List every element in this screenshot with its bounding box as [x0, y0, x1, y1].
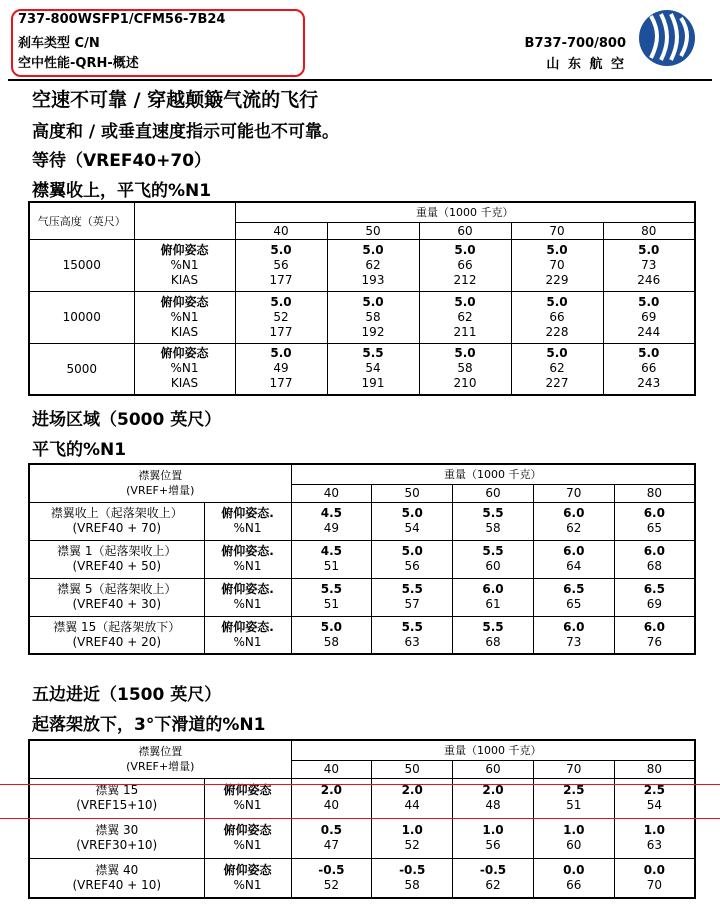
n1-value: 49 — [273, 361, 289, 376]
pitch-value: 1.0 — [401, 823, 423, 837]
flap-label: 襟翼 40 — [95, 862, 139, 877]
table-row — [29, 858, 695, 898]
n1-value: 57 — [404, 597, 420, 611]
n1-value: 63 — [404, 634, 420, 649]
n1-value: 62 — [566, 521, 582, 535]
pitch-value: 6.5 — [643, 582, 665, 596]
holding-table — [28, 201, 696, 396]
pitch-value: 6.0 — [643, 506, 665, 520]
brake-type: 刹车类型 C/N — [18, 36, 100, 51]
pitch-value: 5.5 — [401, 582, 423, 596]
kias-value: 246 — [637, 272, 661, 287]
section-title: 空中性能-QRH-概述 — [18, 56, 139, 71]
n1-value: 62 — [457, 309, 473, 324]
altitude-cell: 10000 — [29, 291, 134, 343]
flap-label: 襟翼 5（起落架收上） — [57, 582, 177, 596]
n1-value: 64 — [566, 559, 582, 573]
pitch-value: 5.0 — [362, 242, 384, 257]
kias-value: 243 — [637, 376, 661, 391]
heading-holding: 等待（VREF40+70） — [32, 151, 212, 171]
n1-label: %N1 — [233, 798, 262, 812]
pitch-value: 5.0 — [270, 346, 292, 361]
pitch-value: 5.0 — [401, 506, 423, 520]
pitch-value: 0.0 — [563, 862, 585, 877]
weight-col: 50 — [327, 222, 419, 239]
pitch-label: 俯仰姿态 — [223, 783, 272, 797]
pitch-label: 俯仰姿态 — [160, 242, 209, 257]
pitch-value: 6.0 — [482, 582, 504, 596]
n1-value: 51 — [323, 559, 340, 573]
n1-value: 65 — [566, 597, 582, 611]
vref-label: (VREF40 + 50) — [72, 559, 162, 573]
pitch-value: 1.0 — [563, 823, 585, 837]
n1-value: 69 — [646, 597, 662, 611]
n1-value: 62 — [485, 877, 501, 892]
pitch-value: 0.5 — [320, 823, 343, 837]
flap-header-label: 襟翼位置 — [138, 469, 183, 483]
pitch-value: -0.5 — [318, 862, 345, 877]
pitch-value: 5.0 — [362, 294, 384, 309]
pitch-value: 2.5 — [563, 783, 585, 797]
n1-value: 63 — [646, 838, 662, 852]
pitch-value: 6.0 — [563, 544, 585, 558]
table-row — [29, 343, 695, 395]
flap-label: 襟翼 1（起落架收上） — [57, 544, 177, 558]
pitch-label: 俯仰姿态 — [160, 294, 209, 309]
kias-value: 229 — [545, 272, 569, 287]
vref-label: (VREF40 + 70) — [72, 521, 162, 535]
weight-col: 70 — [533, 484, 614, 502]
n1-value: 69 — [641, 309, 657, 324]
header-rule — [8, 79, 712, 81]
pressure-altitude-header: 气压高度（英尺） — [29, 202, 134, 239]
pitch-value: 1.0 — [643, 823, 665, 837]
pitch-value: 6.0 — [563, 506, 585, 520]
heading-final-approach: 五边进近（1500 英尺） — [32, 685, 222, 705]
heading-unreliable-airspeed: 空速不可靠 / 穿越颠簸气流的飞行 — [32, 89, 319, 111]
kias-value: 228 — [545, 324, 569, 339]
table-row — [29, 291, 695, 343]
n1-value: 76 — [646, 634, 662, 649]
highlight-line-bottom — [0, 818, 720, 819]
n1-value: 56 — [485, 838, 501, 852]
pitch-value: 2.0 — [482, 783, 504, 797]
n1-value: 44 — [404, 798, 420, 812]
weight-col: 40 — [235, 222, 327, 239]
pitch-value: 5.5 — [482, 506, 504, 520]
n1-value: 73 — [641, 257, 657, 272]
n1-value: 56 — [404, 559, 420, 573]
weight-header: 重量（1000 千克） — [291, 740, 695, 760]
n1-value: 62 — [549, 361, 565, 376]
doc-model-code: 737-800WSFP1/CFM56-7B24 — [18, 12, 226, 27]
weight-col: 70 — [533, 760, 614, 778]
altitude-cell: 5000 — [29, 343, 134, 395]
pitch-value: 1.0 — [482, 823, 504, 837]
pitch-value: 2.0 — [401, 783, 423, 797]
kias-label: KIAS — [170, 376, 199, 391]
flap-label: 襟翼 15（起落架放下） — [53, 619, 181, 634]
pitch-label: 俯仰姿态. — [221, 582, 274, 596]
pitch-value: 0.0 — [643, 862, 665, 877]
n1-value: 58 — [404, 877, 420, 892]
pitch-label: 俯仰姿态 — [160, 346, 209, 361]
n1-value: 54 — [646, 798, 662, 812]
heading-final-approach-sub: 起落架放下，3°下滑道的%N1 — [32, 715, 266, 735]
n1-value: 56 — [273, 257, 289, 272]
n1-value: 70 — [646, 877, 662, 892]
airline-logo-icon — [637, 8, 697, 68]
pitch-value: -0.5 — [399, 862, 426, 877]
weight-header: 重量（1000 千克） — [291, 464, 695, 484]
pitch-value: 6.0 — [563, 619, 585, 634]
n1-value: 52 — [323, 877, 340, 892]
kias-value: 177 — [269, 324, 293, 339]
heading-approach-sub: 平飞的%N1 — [32, 440, 127, 460]
pitch-value: 5.5 — [482, 544, 504, 558]
pitch-label: 俯仰姿态 — [223, 823, 272, 837]
n1-value: 54 — [404, 521, 420, 535]
kias-value: 227 — [545, 376, 569, 391]
vref-label: (VREF40 + 30) — [72, 597, 162, 611]
n1-value: 58 — [485, 521, 501, 535]
weight-col: 60 — [453, 484, 534, 502]
vref-label: (VREF30+10) — [76, 838, 158, 852]
pitch-value: -0.5 — [479, 862, 507, 877]
flap-label: 襟翼 30 — [95, 823, 139, 837]
pitch-value: 5.5 — [320, 582, 343, 596]
pitch-label: 俯仰姿态. — [221, 619, 274, 634]
n1-value: 68 — [485, 634, 501, 649]
kias-value: 177 — [269, 272, 293, 287]
pitch-value: 5.0 — [401, 544, 423, 558]
pitch-value: 5.0 — [270, 242, 292, 257]
pitch-value: 5.0 — [546, 294, 568, 309]
n1-value: 66 — [549, 309, 565, 324]
pitch-value: 5.0 — [546, 242, 568, 257]
n1-label: %N1 — [233, 521, 262, 535]
pitch-value: 6.0 — [643, 544, 665, 558]
n1-label: %N1 — [170, 309, 199, 324]
n1-value: 51 — [323, 597, 340, 611]
n1-label: %N1 — [233, 559, 262, 573]
table-row — [29, 818, 695, 858]
n1-value: 73 — [566, 634, 582, 649]
n1-value: 58 — [457, 361, 473, 376]
kias-value: 177 — [269, 376, 293, 391]
n1-value: 48 — [485, 798, 501, 812]
n1-value: 70 — [549, 257, 565, 272]
n1-value: 54 — [365, 361, 381, 376]
altitude-cell: 15000 — [29, 239, 134, 291]
vref-label: (VREF40 + 20) — [72, 634, 162, 649]
pitch-value: 6.5 — [563, 582, 585, 596]
pitch-value: 5.0 — [270, 294, 292, 309]
flap-label: 襟翼收上（起落架收上） — [50, 506, 183, 520]
n1-label: %N1 — [170, 361, 199, 376]
n1-value: 51 — [566, 798, 582, 812]
kias-value: 210 — [453, 376, 477, 391]
flap-header-label: 襟翼位置 — [138, 745, 183, 759]
n1-value: 61 — [485, 597, 501, 611]
highlight-line-top — [0, 784, 720, 785]
kias-value: 193 — [361, 272, 385, 287]
vref-header-label: (VREF+增量) — [126, 484, 195, 498]
final-approach-table — [28, 739, 696, 899]
airline-name: 山 东 航 空 — [546, 57, 626, 72]
pitch-label: 俯仰姿态. — [221, 544, 274, 558]
table-row — [29, 502, 695, 540]
pitch-value: 5.0 — [638, 346, 660, 361]
table-row — [29, 578, 695, 616]
n1-value: 47 — [323, 838, 340, 852]
n1-value: 65 — [646, 521, 662, 535]
table-row — [29, 616, 695, 654]
pitch-value: 5.0 — [638, 294, 660, 309]
n1-value: 49 — [323, 521, 340, 535]
pitch-value: 5.0 — [454, 242, 476, 257]
weight-col: 80 — [603, 222, 695, 239]
pitch-value: 5.5 — [401, 619, 423, 634]
weight-col: 60 — [419, 222, 511, 239]
kias-label: KIAS — [170, 272, 199, 287]
pitch-value: 5.0 — [638, 242, 660, 257]
n1-label: %N1 — [233, 877, 262, 892]
n1-value: 66 — [641, 361, 657, 376]
weight-col: 40 — [291, 760, 372, 778]
kias-value: 244 — [637, 324, 661, 339]
weight-col: 40 — [291, 484, 372, 502]
kias-value: 212 — [453, 272, 477, 287]
pitch-value: 4.5 — [320, 506, 343, 520]
pitch-value: 2.5 — [643, 783, 665, 797]
flap-label: 襟翼 15 — [95, 783, 139, 797]
weight-col: 80 — [614, 484, 695, 502]
n1-value: 66 — [457, 257, 473, 272]
n1-value: 60 — [485, 559, 501, 573]
pitch-value: 4.5 — [320, 544, 343, 558]
weight-col: 70 — [511, 222, 603, 239]
n1-value: 40 — [323, 798, 340, 812]
n1-value: 52 — [404, 838, 420, 852]
pitch-value: 5.5 — [482, 619, 504, 634]
n1-label: %N1 — [233, 634, 262, 649]
table-row — [29, 239, 695, 291]
pitch-value: 6.0 — [643, 619, 665, 634]
n1-value: 60 — [566, 838, 582, 852]
approach-table — [28, 463, 696, 655]
n1-value: 68 — [646, 559, 662, 573]
kias-value: 192 — [361, 324, 385, 339]
n1-value: 62 — [365, 257, 381, 272]
kias-value: 211 — [453, 324, 477, 339]
pitch-value: 2.0 — [320, 783, 343, 797]
aircraft-model: B737-700/800 — [524, 36, 626, 51]
weight-header: 重量（1000 千克） — [235, 202, 695, 222]
pitch-label: 俯仰姿态 — [223, 862, 272, 877]
vref-label: (VREF40 + 10) — [72, 877, 162, 892]
n1-value: 66 — [566, 877, 582, 892]
flap-position-header — [29, 740, 291, 778]
pitch-label: 俯仰姿态. — [221, 506, 274, 520]
pitch-value: 5.5 — [362, 346, 384, 361]
weight-col: 50 — [372, 484, 453, 502]
n1-value: 58 — [365, 309, 381, 324]
heading-approach: 进场区域（5000 英尺） — [32, 410, 222, 430]
heading-altitude-note: 高度和 / 或垂直速度指示可能也不可靠。 — [32, 122, 340, 142]
pitch-value: 5.0 — [454, 346, 476, 361]
n1-label: %N1 — [233, 838, 262, 852]
kias-label: KIAS — [170, 324, 199, 339]
pitch-value: 5.0 — [546, 346, 568, 361]
pitch-value: 5.0 — [320, 619, 343, 634]
table-row — [29, 540, 695, 578]
blank-header — [134, 202, 235, 239]
n1-label: %N1 — [233, 597, 262, 611]
n1-value: 52 — [273, 309, 289, 324]
vref-label: (VREF15+10) — [76, 798, 158, 812]
weight-col: 50 — [372, 760, 453, 778]
vref-header-label: (VREF+增量) — [126, 760, 195, 774]
pitch-value: 5.0 — [454, 294, 476, 309]
flap-position-header — [29, 464, 291, 502]
n1-label: %N1 — [170, 257, 199, 272]
heading-holding-sub: 襟翼收上，平飞的%N1 — [32, 181, 212, 201]
weight-col: 60 — [453, 760, 534, 778]
kias-value: 191 — [361, 376, 385, 391]
n1-value: 58 — [323, 634, 340, 649]
weight-col: 80 — [614, 760, 695, 778]
